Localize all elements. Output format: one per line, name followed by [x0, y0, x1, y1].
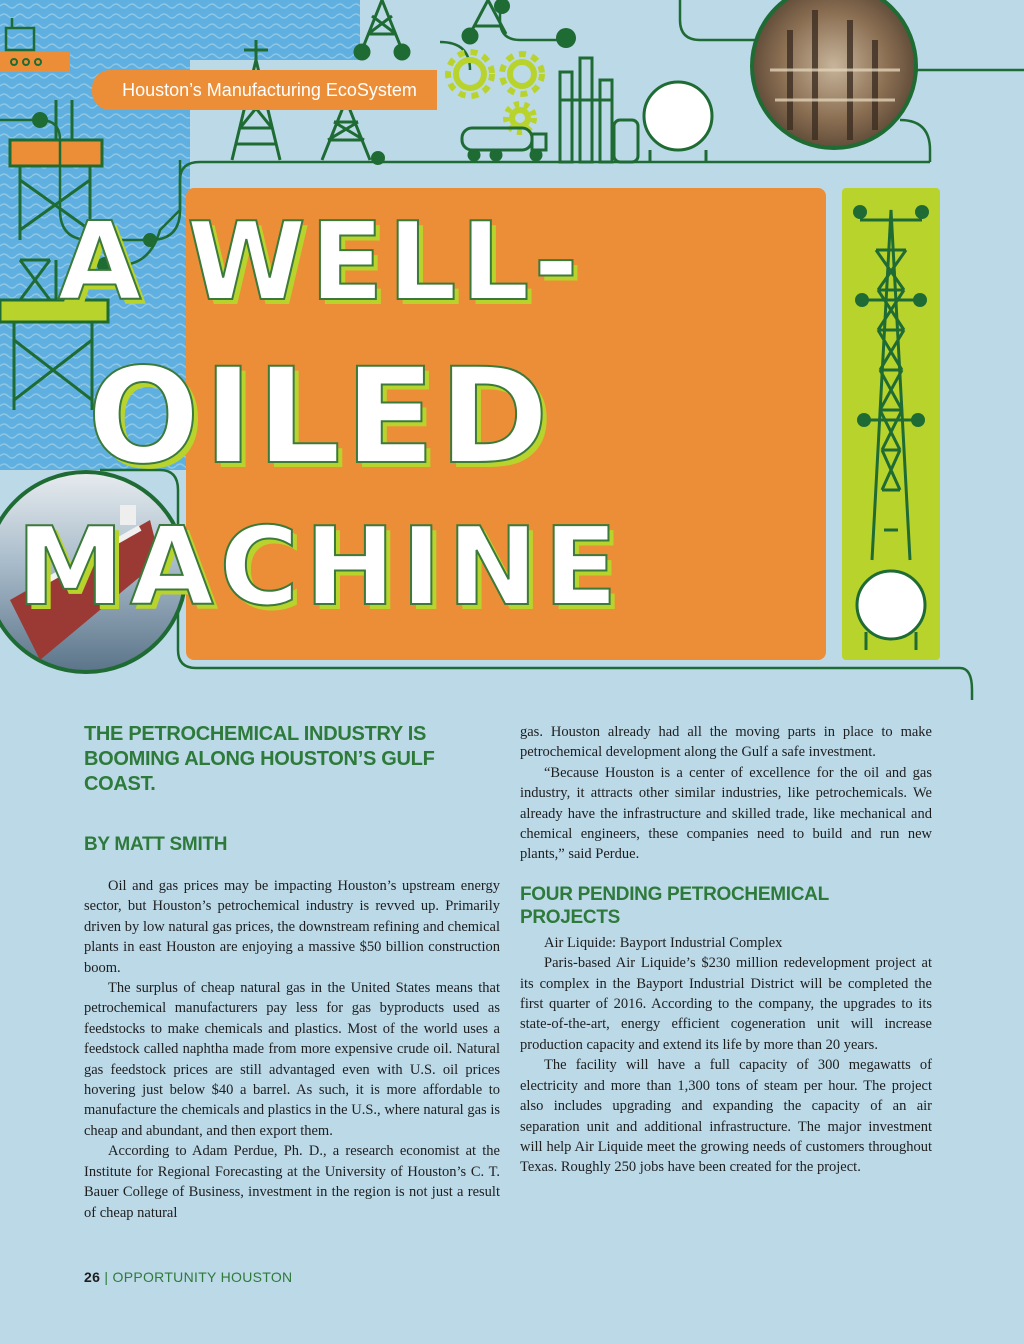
- refinery-icon: [560, 58, 712, 162]
- article-paragraph: The facility will have a full capacity of 300 megawatts of electricity and more than 1,300 tons of steam per hour. The project also includes upgrading and expanding the capacity of an air separation unit and additional infrastructure. The major investment will help Air Liquide meet the growing needs of customers throughout Texas. Roughly 250 jobs have been created for the project.: [520, 1057, 932, 1176]
- project-name: Air Liquide: Bayport Industrial Complex: [544, 934, 783, 951]
- gear-icon: [502, 54, 542, 94]
- article-byline: BY MATT SMITH: [84, 834, 228, 855]
- section-banner: Houston’s Manufacturing EcoSystem: [92, 70, 437, 110]
- page-number: 26: [84, 1269, 101, 1285]
- article-paragraph: Paris-based Air Liquide’s $230 million redevelopment project at its complex in the Bayport Industrial District will be completed the first quarter of 2016. According to the company, the upgrades to its state-of-the-art, energy efficient cogeneration unit will increase production capacity and extend its life by more than 20 years.: [520, 955, 932, 1053]
- headline-line-3: MACHINE: [16, 505, 624, 630]
- tanker-truck-icon: [462, 128, 546, 160]
- article-column-left: [84, 876, 500, 1223]
- pylon-icon: [355, 0, 409, 59]
- gear-icon: [448, 52, 492, 96]
- article-paragraph: Oil and gas prices may be impacting Houston’s upstream energy sector, but Houston’s petrochemical industry is revved up. Primarily driven by low natural gas prices, the downstream refining and chemical plants in east Houston are enjoying a massive $50 billion construction boom.: [84, 878, 500, 976]
- refinery-photo: [752, 0, 916, 148]
- article-paragraph: According to Adam Perdue, Ph. D., a research economist at the Institute for Regional Forecasting at the University of Houston’s C. T. Bauer College of Business, investment in the region is not just a result of cheap natural: [84, 1143, 500, 1221]
- section-subhead: FOUR PENDING PETROCHEMICAL PROJECTS: [520, 883, 829, 928]
- publication-name: OPPORTUNITY HOUSTON: [112, 1269, 293, 1285]
- headline-line-2: OILED: [87, 340, 553, 494]
- footer-separator: |: [100, 1269, 113, 1285]
- article-paragraph: “Because Houston is a center of excellence for the oil and gas industry, it attracts other similar industries, like petrochemicals. We already have the infrastructure and skilled trade, like mechanical and chemical engineers, these companies need to build and run new plants,” said Perdue.: [520, 764, 932, 863]
- article-paragraph: The surplus of cheap natural gas in the United States means that petrochemical manufacturers pay less for gas byproducts used as feedstocks to make chemicals and plastics. Most of the world uses a feedstock called naphtha made from more expensive crude oil. Natural gas feedstock prices are still advantaged even with U.S. oil prices hovering just below $40 a barrel. As such, it is more affordable to manufacture the chemicals and plastics in the U.S., where natural gas is cheap and abundant, and then export them.: [84, 980, 500, 1139]
- article-paragraph: gas. Houston already had all the moving parts in place to make petrochemical development along the Gulf a safe investment.: [520, 724, 932, 761]
- pylon-panel: [842, 188, 940, 660]
- headline-line-1: A WELL-: [57, 200, 583, 325]
- article-deck: THE PETROCHEMICAL INDUSTRY IS BOOMING ALONG HOUSTON’S GULF COAST.: [84, 723, 435, 795]
- page-footer: [84, 1269, 292, 1285]
- article-column-right: [520, 722, 932, 1178]
